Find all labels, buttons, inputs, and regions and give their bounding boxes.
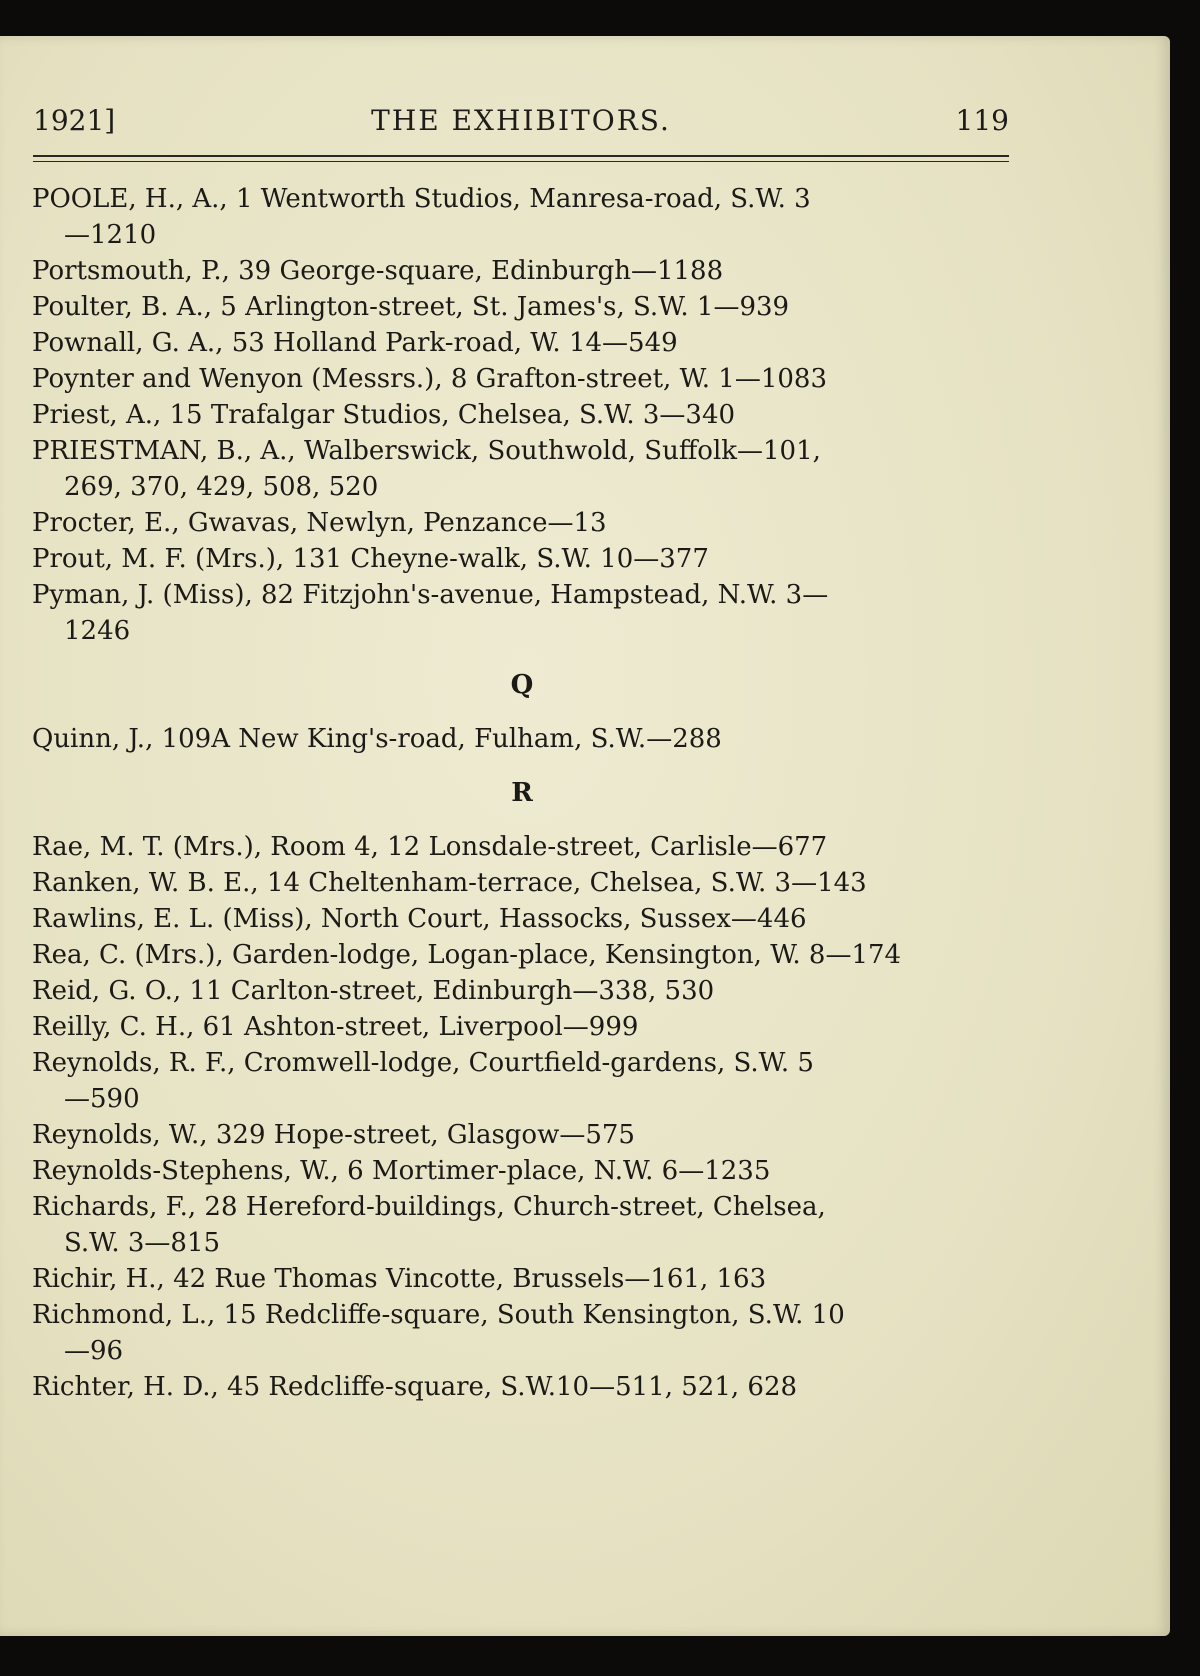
entry-text: Priest, A., 15 Trafalgar Studios, Chelsea, S.W. 3—340 bbox=[32, 400, 736, 430]
exhibitor-entry bbox=[32, 1153, 1012, 1189]
header-rule-thin bbox=[33, 161, 1009, 162]
entry-continuation: 1246 bbox=[64, 616, 131, 646]
section-letter: R bbox=[511, 778, 533, 808]
exhibitor-entry bbox=[32, 1117, 1012, 1153]
entry-text: Richmond, L., 15 Redcliffe-square, South Kensington, S.W. 10 bbox=[32, 1300, 845, 1330]
section-letter: Q bbox=[510, 670, 534, 700]
exhibitor-entry bbox=[32, 397, 1012, 433]
exhibitor-entry bbox=[32, 361, 1012, 397]
exhibitor-entry bbox=[32, 901, 1012, 937]
exhibitor-entry bbox=[32, 289, 1012, 325]
entry-text: Procter, E., Gwavas, Newlyn, Penzance—13 bbox=[32, 508, 607, 538]
entry-continuation: —1210 bbox=[64, 220, 157, 250]
exhibitor-list bbox=[32, 181, 1012, 1405]
entry-text: Rea, C. (Mrs.), Garden-lodge, Logan-place, Kensington, W. 8—174 bbox=[32, 940, 902, 970]
entry-text: Poulter, B. A., 5 Arlington-street, St. James's, S.W. 1—939 bbox=[32, 292, 790, 322]
exhibitor-entry bbox=[32, 1261, 1012, 1297]
exhibitor-entry bbox=[32, 541, 1012, 577]
entry-text: Pownall, G. A., 53 Holland Park-road, W. 14—549 bbox=[32, 328, 678, 358]
header-year: 1921] bbox=[33, 104, 116, 137]
entry-text: Rawlins, E. L. (Miss), North Court, Hassocks, Sussex—446 bbox=[32, 904, 807, 934]
exhibitor-entry bbox=[32, 577, 1012, 649]
exhibitor-entry bbox=[32, 865, 1012, 901]
entry-text: Rae, M. T. (Mrs.), Room 4, 12 Lonsdale-street, Carlisle—677 bbox=[32, 832, 828, 862]
entry-continuation: —590 bbox=[64, 1084, 140, 1114]
exhibitor-entry bbox=[32, 829, 1012, 865]
entry-text: Reynolds, W., 329 Hope-street, Glasgow—575 bbox=[32, 1120, 635, 1150]
exhibitor-entry bbox=[32, 1045, 1012, 1117]
exhibitor-entry bbox=[32, 505, 1012, 541]
entry-text: Poynter and Wenyon (Messrs.), 8 Grafton-street, W. 1—1083 bbox=[32, 364, 827, 394]
entry-text: POOLE, H., A., 1 Wentworth Studios, Manresa-road, S.W. 3 bbox=[32, 184, 811, 214]
entry-text: Pyman, J. (Miss), 82 Fitzjohn's-avenue, Hampstead, N.W. 3— bbox=[32, 580, 829, 610]
exhibitor-entry bbox=[32, 1009, 1012, 1045]
entry-continuation: S.W. 3—815 bbox=[64, 1228, 221, 1258]
exhibitor-entry bbox=[32, 433, 1012, 505]
entry-text: Quinn, J., 109A New King's-road, Fulham, S.W.—288 bbox=[32, 724, 722, 754]
header-title: THE EXHIBITORS. bbox=[371, 104, 671, 137]
entry-text: Portsmouth, P., 39 George-square, Edinburgh—1188 bbox=[32, 256, 724, 286]
entry-text: Richir, H., 42 Rue Thomas Vincotte, Brussels—161, 163 bbox=[32, 1264, 767, 1294]
header-rule-thick bbox=[33, 155, 1009, 157]
exhibitor-entry bbox=[32, 181, 1012, 253]
exhibitor-entry bbox=[32, 253, 1012, 289]
entry-continuation: —96 bbox=[64, 1336, 124, 1366]
entry-text: Reynolds, R. F., Cromwell-lodge, Courtfield-gardens, S.W. 5 bbox=[32, 1048, 814, 1078]
exhibitor-entry bbox=[32, 973, 1012, 1009]
exhibitor-entry bbox=[32, 721, 1012, 757]
entry-continuation: 269, 370, 429, 508, 520 bbox=[64, 472, 379, 502]
entry-text: Reynolds-Stephens, W., 6 Mortimer-place, N.W. 6—1235 bbox=[32, 1156, 771, 1186]
exhibitor-entry bbox=[32, 937, 1012, 973]
exhibitor-entry bbox=[32, 1297, 1012, 1369]
entry-text: Reilly, C. H., 61 Ashton-street, Liverpool—999 bbox=[32, 1012, 639, 1042]
entry-text: Richards, F., 28 Hereford-buildings, Church-street, Chelsea, bbox=[32, 1192, 826, 1222]
entry-text: Reid, G. O., 11 Carlton-street, Edinburgh—338, 530 bbox=[32, 976, 715, 1006]
exhibitor-entry bbox=[32, 1189, 1012, 1261]
entry-text: Richter, H. D., 45 Redcliffe-square, S.W.10—511, 521, 628 bbox=[32, 1372, 798, 1402]
exhibitor-entry bbox=[32, 325, 1012, 361]
page-number: 119 bbox=[955, 104, 1009, 137]
entry-text: Ranken, W. B. E., 14 Cheltenham-terrace, Chelsea, S.W. 3—143 bbox=[32, 868, 867, 898]
entry-text: Prout, M. F. (Mrs.), 131 Cheyne-walk, S.W. 10—377 bbox=[32, 544, 709, 574]
entry-text: PRIESTMAN, B., A., Walberswick, Southwold, Suffolk—101, bbox=[32, 436, 821, 466]
exhibitor-entry bbox=[32, 1369, 1012, 1405]
